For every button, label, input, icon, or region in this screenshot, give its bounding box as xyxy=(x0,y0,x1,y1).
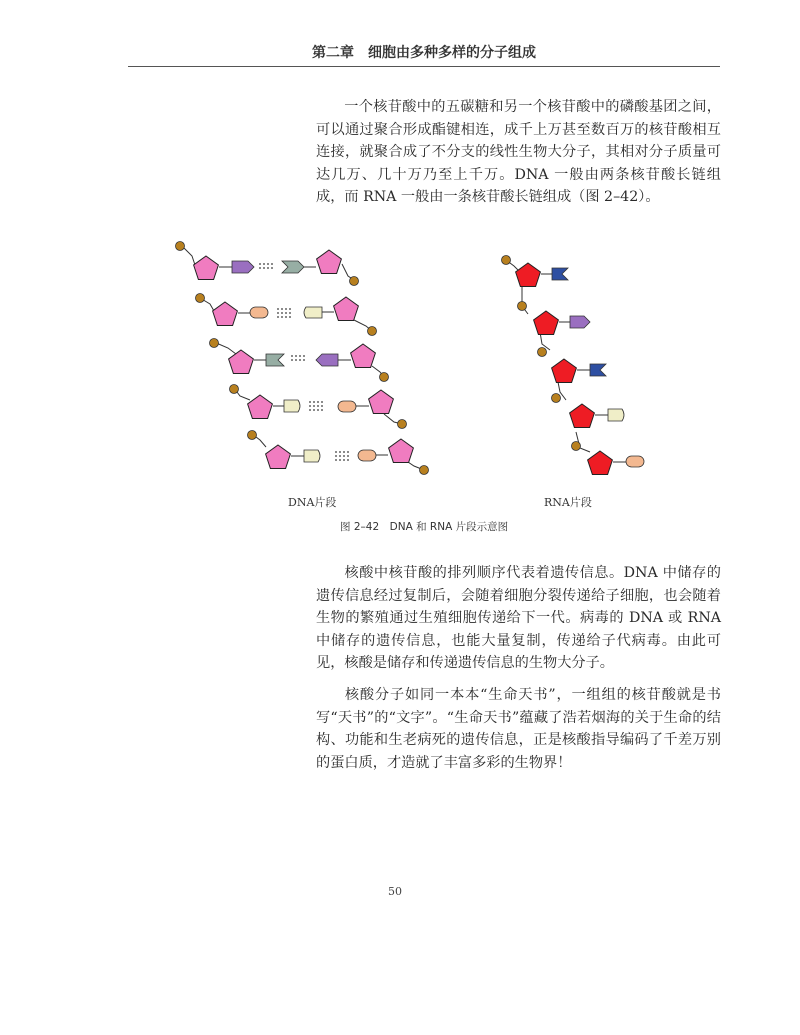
ribose-icon xyxy=(552,359,577,383)
deoxyribose-icon xyxy=(248,395,273,419)
base-peach-icon xyxy=(250,307,268,318)
dna-right-strand xyxy=(282,250,429,475)
base-yellow-icon xyxy=(304,307,322,318)
base-yellow-icon xyxy=(304,450,320,462)
dna-label: DNA片段 xyxy=(288,496,337,509)
ribose-icon xyxy=(534,311,559,335)
phosphate-icon xyxy=(420,466,429,475)
base-purple-icon xyxy=(570,316,590,328)
phosphate-icon xyxy=(350,277,359,286)
deoxyribose-icon xyxy=(229,350,254,374)
base-yellow-icon xyxy=(284,400,300,412)
base-yellow-icon xyxy=(608,409,624,421)
phosphate-icon xyxy=(538,348,547,357)
ribose-icon xyxy=(570,404,595,428)
rna-strand xyxy=(502,256,645,475)
base-blue-icon xyxy=(590,364,606,376)
phosphate-icon xyxy=(210,339,219,348)
base-gray-icon xyxy=(266,354,284,366)
chapter-header xyxy=(128,42,720,67)
paragraph-3 xyxy=(316,684,721,774)
phosphate-icon xyxy=(230,385,239,394)
dna-rna-figure xyxy=(170,236,670,516)
phosphate-icon xyxy=(552,394,561,403)
chapter-title: 第二章 细胞由多种多样的分子组成 xyxy=(312,45,536,61)
dna-left-strand xyxy=(176,242,321,469)
page-number: 50 xyxy=(388,885,402,898)
deoxyribose-icon xyxy=(317,250,342,274)
phosphate-icon xyxy=(502,256,511,265)
paragraph-2-text: 核酸中核苷酸的排列顺序代表着遗传信息。DNA 中储存的遗传信息经过复制后，会随着细胞分裂传递给子细胞，也会随着生物的繁殖通过生殖细胞传递给下一代。病毒的 DNA 或 RNA 中储存的遗传信息，也能大量复制，传递给子代病毒。由此可见，核酸是储存和传递遗传信息的生物大分子。 xyxy=(316,565,721,671)
deoxyribose-icon xyxy=(266,445,291,469)
base-purple-icon xyxy=(232,261,254,273)
phosphate-icon xyxy=(398,420,407,429)
rna-label: RNA片段 xyxy=(544,496,592,509)
paragraph-1 xyxy=(316,96,721,209)
deoxyribose-icon xyxy=(369,390,394,414)
phosphate-icon xyxy=(368,327,377,336)
phosphate-icon xyxy=(196,294,205,303)
phosphate-icon xyxy=(380,373,389,382)
deoxyribose-icon xyxy=(213,302,238,326)
deoxyribose-icon xyxy=(194,256,219,280)
ribose-icon xyxy=(516,263,541,287)
base-blue-icon xyxy=(552,268,568,280)
phosphate-icon xyxy=(248,431,257,440)
phosphate-icon xyxy=(518,302,527,311)
deoxyribose-icon xyxy=(351,344,376,368)
base-peach-icon xyxy=(338,401,356,412)
phosphate-icon xyxy=(572,442,581,451)
paragraph-2 xyxy=(316,562,721,675)
dna-right-backbone xyxy=(342,264,424,470)
base-gray-icon xyxy=(282,261,304,273)
deoxyribose-icon xyxy=(389,439,414,463)
base-peach-icon xyxy=(626,456,644,467)
ribose-icon xyxy=(588,451,613,475)
paragraph-3-text: 核酸分子如同一本本“生命天书”，一组组的核苷酸就是书写“天书”的“文字”。“生命天书”蕴藏了浩若烟海的关于生命的结构、功能和生老病死的遗传信息，正是核酸指导编码了千差万别的蛋白质，才造就了丰富多彩的生物界！ xyxy=(316,687,721,771)
base-purple-icon xyxy=(316,354,338,366)
phosphate-icon xyxy=(176,242,185,251)
base-peach-icon xyxy=(358,450,376,461)
figure-caption: 图 2–42 DNA 和 RNA 片段示意图 xyxy=(340,521,509,533)
paragraph-1-text: 一个核苷酸中的五碳糖和另一个核苷酸中的磷酸基团之间，可以通过聚合形成酯键相连，成千上万甚至数百万的核苷酸相互连接，就聚合成了不分支的线性生物大分子，其相对分子质量可达几万、几十万乃至上千万。DNA 一般由两条核苷酸长链组成，而 RNA 一般由一条核苷酸长链组成（图 2–42）。 xyxy=(316,99,721,205)
deoxyribose-icon xyxy=(334,297,359,321)
